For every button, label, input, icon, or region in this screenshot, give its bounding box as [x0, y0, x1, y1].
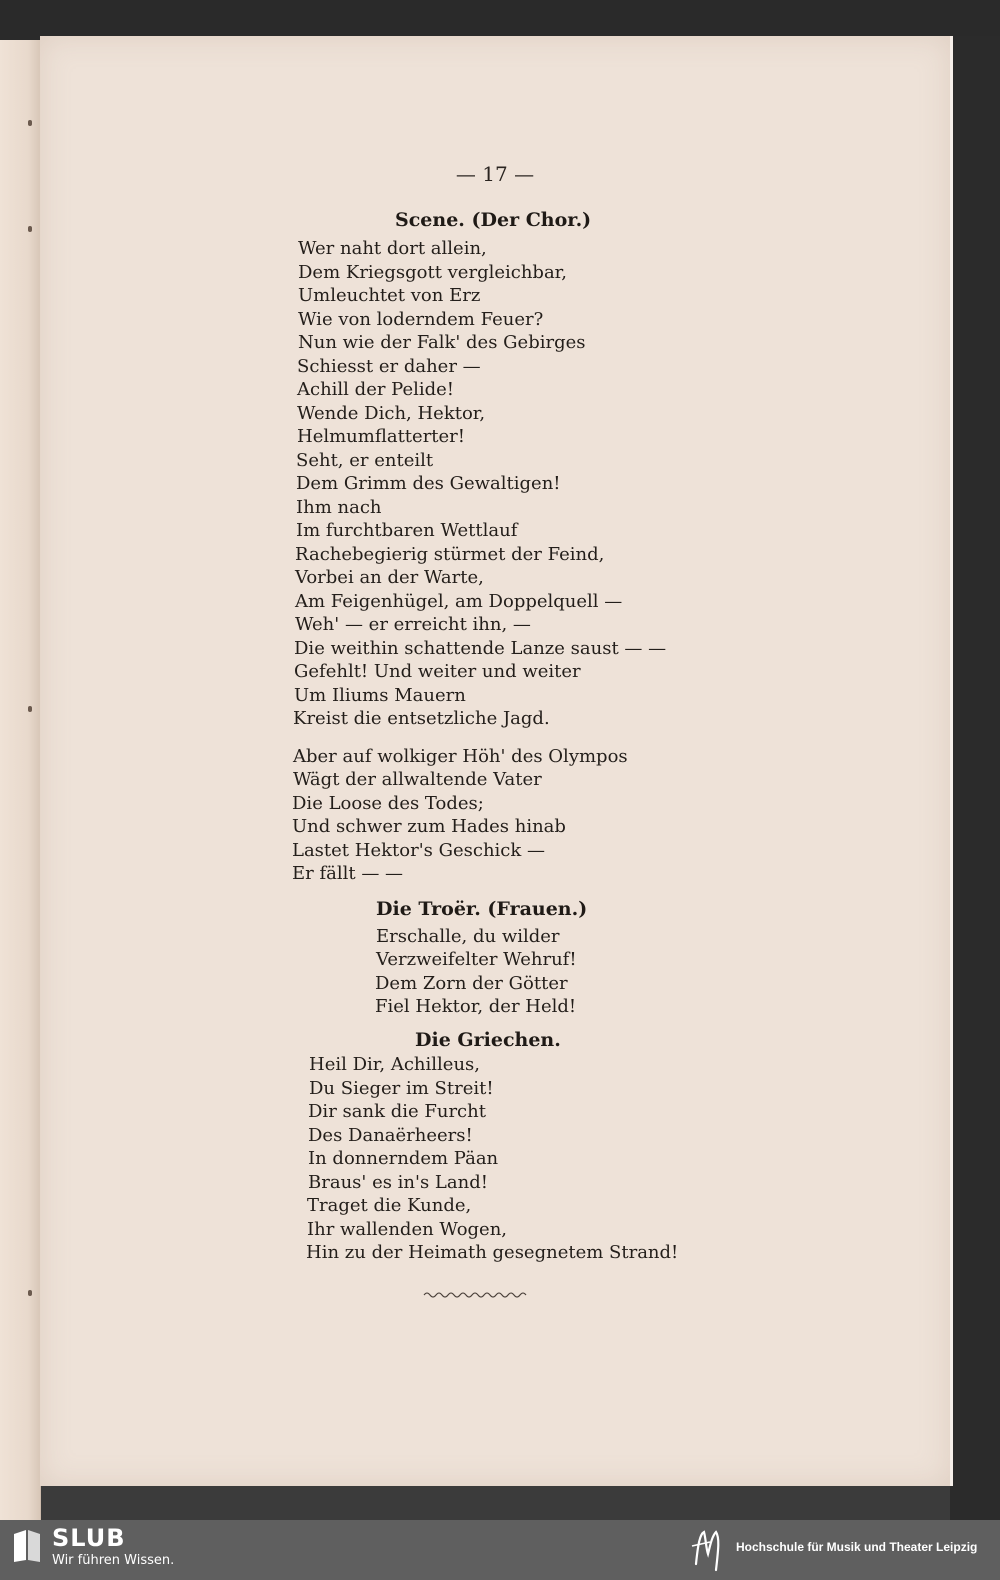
hmt-name: Hochschule für Musik und Theater Leipzig: [736, 1540, 978, 1554]
verse-line: Erschalle, du wilder: [376, 926, 560, 947]
verse-line: Weh' — er erreicht ihn, —: [295, 614, 531, 635]
verse-line: Traget die Kunde,: [307, 1195, 472, 1216]
binding-mark: [28, 706, 32, 712]
verse-line: Schiesst er daher —: [297, 356, 481, 377]
verse-line: Braus' es in's Land!: [308, 1172, 488, 1193]
verse-line: Lastet Hektor's Geschick —: [292, 840, 546, 861]
verse-line: Die Loose des Todes;: [292, 793, 484, 814]
verse-line: Im furchtbaren Wettlauf: [296, 520, 518, 541]
verse-line: Nun wie der Falk' des Gebirges: [298, 332, 586, 353]
slub-tagline: Wir führen Wissen.: [52, 1553, 175, 1568]
verse-line: Du Sieger im Streit!: [309, 1078, 494, 1099]
section-heading-griechen: Die Griechen.: [415, 1029, 561, 1051]
binding-mark: [28, 226, 32, 232]
verse-line: Und schwer zum Hades hinab: [292, 816, 566, 837]
facing-page-edge: [0, 40, 41, 1520]
verse-line: Wende Dich, Hektor,: [297, 403, 486, 424]
verse-line: Helmumflatterter!: [297, 426, 466, 447]
verse-line: Umleuchtet von Erz: [298, 285, 481, 306]
section-heading-troer: Die Troër. (Frauen.): [376, 898, 588, 920]
verse-line: Wie von loderndem Feuer?: [298, 309, 544, 330]
hmt-logo-icon: [690, 1524, 726, 1574]
verse-line: Wägt der allwaltende Vater: [293, 769, 542, 790]
footer-bar: [0, 1520, 1000, 1580]
verse-line: Ihm nach: [296, 497, 382, 518]
wavy-ornament: [422, 1290, 532, 1300]
verse-line: Gefehlt! Und weiter und weiter: [294, 661, 581, 682]
verse-line: Heil Dir, Achilleus,: [309, 1054, 480, 1075]
verse-line: Aber auf wolkiger Höh' des Olympos: [293, 746, 628, 767]
verse-line: Achill der Pelide!: [297, 379, 455, 400]
binding-mark: [28, 120, 32, 126]
scan-background-top: [0, 0, 1000, 40]
verse-line: Dir sank die Furcht: [308, 1101, 486, 1122]
book-page: [40, 36, 953, 1486]
verse-line: Am Feigenhügel, am Doppelquell —: [295, 591, 623, 612]
verse-line: Er fällt — —: [292, 863, 404, 884]
binding-mark: [28, 1290, 32, 1296]
verse-line: Verzweifelter Wehruf!: [376, 949, 577, 970]
verse-line: Um Iliums Mauern: [294, 685, 466, 706]
verse-line: Fiel Hektor, der Held!: [375, 996, 577, 1017]
scan-background-right: [950, 36, 1000, 1520]
verse-line: Dem Grimm des Gewaltigen!: [296, 473, 561, 494]
verse-line: Die weithin schattende Lanze saust — —: [294, 638, 667, 659]
page-number: — 17 —: [455, 162, 535, 186]
verse-line: Des Danaërheers!: [308, 1125, 473, 1146]
section-heading-scene: Scene. (Der Chor.): [395, 209, 592, 231]
slub-book-icon: [12, 1528, 42, 1564]
verse-line: In donnerndem Päan: [308, 1148, 499, 1169]
verse-line: Seht, er enteilt: [296, 450, 434, 471]
slub-name: SLUB: [52, 1524, 126, 1552]
verse-line: Kreist die entsetzliche Jagd.: [293, 708, 550, 729]
verse-line: Dem Kriegsgott vergleichbar,: [298, 262, 568, 283]
verse-line: Ihr wallenden Wogen,: [307, 1219, 508, 1240]
verse-line: Hin zu der Heimath gesegnetem Strand!: [306, 1242, 679, 1263]
verse-line: Dem Zorn der Götter: [375, 973, 568, 994]
verse-line: Wer naht dort allein,: [298, 238, 487, 259]
verse-line: Rachebegierig stürmet der Feind,: [295, 544, 605, 565]
verse-line: Vorbei an der Warte,: [295, 567, 484, 588]
